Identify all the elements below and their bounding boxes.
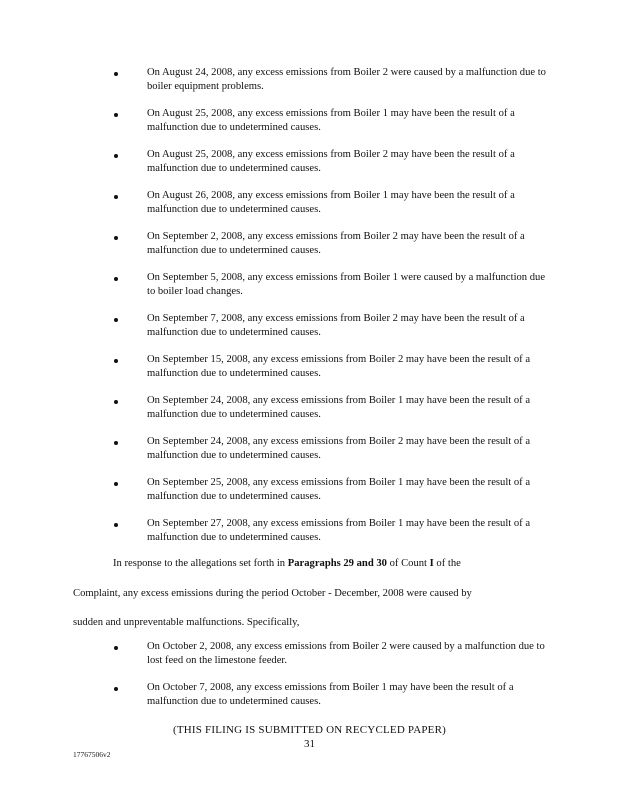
bullet-icon [114,359,118,363]
bullet-icon [114,400,118,404]
list-item: On September 15, 2008, any excess emissions from Boiler 2 may have been the result of a malfunction due to undetermined causes. [0,353,619,394]
list-item: On September 7, 2008, any excess emissions from Boiler 2 may have been the result of a malfunction due to undetermined causes. [0,312,619,353]
document-id: 17767506v2 [73,750,111,759]
bullet-icon [114,195,118,199]
bullet-icon [114,523,118,527]
list-item: On August 24, 2008, any excess emissions from Boiler 2 were caused by a malfunction due to boiler equipment problems. [0,66,619,107]
list-item: On August 26, 2008, any excess emissions from Boiler 1 may have been the result of a malfunction due to undetermined causes. [0,189,619,230]
bullet-icon [114,646,118,650]
list-item: On September 27, 2008, any excess emissions from Boiler 1 may have been the result of a malfunction due to undetermined causes. [0,517,619,558]
bullet-icon [114,277,118,281]
bullet-icon [114,154,118,158]
bullet-icon [114,687,118,691]
list-item: On October 2, 2008, any excess emissions from Boiler 2 were caused by a malfunction due to lost feed on the limestone feeder. [0,640,619,681]
list-item: On September 24, 2008, any excess emissions from Boiler 2 may have been the result of a malfunction due to undetermined causes. [0,435,619,476]
list-item: On September 2, 2008, any excess emissions from Boiler 2 may have been the result of a malfunction due to undetermined causes. [0,230,619,271]
list-item: On September 5, 2008, any excess emissions from Boiler 1 were caused by a malfunction due to boiler load changes. [0,271,619,312]
recycled-paper-notice: (THIS FILING IS SUBMITTED ON RECYCLED PAPER) [172,724,446,736]
page-number: 31 [304,738,315,750]
list-item: On October 7, 2008, any excess emissions from Boiler 1 may have been the result of a malfunction due to undetermined causes. [0,681,619,722]
bullet-icon [114,236,118,240]
bullet-icon [114,441,118,445]
bullet-icon [114,113,118,117]
bullet-list-bottom [0,640,619,722]
bullet-list-top [0,66,619,558]
list-item: On August 25, 2008, any excess emissions from Boiler 2 may have been the result of a malfunction due to undetermined causes. [0,148,619,189]
bullet-icon [114,72,118,76]
paragraph-line-2: Complaint, any excess emissions during the period October - December, 2008 were caused by [73,588,472,599]
list-item: On September 24, 2008, any excess emissions from Boiler 1 may have been the result of a malfunction due to undetermined causes. [0,394,619,435]
bullet-icon [114,318,118,322]
paragraph-line-3: sudden and unpreventable malfunctions. Specifically, [73,617,300,628]
list-item: On September 25, 2008, any excess emissions from Boiler 1 may have been the result of a malfunction due to undetermined causes. [0,476,619,517]
paragraph-line-1: In response to the allegations set forth in Paragraphs 29 and 30 of Count I of the [113,558,461,569]
bullet-icon [114,482,118,486]
list-item: On August 25, 2008, any excess emissions from Boiler 1 may have been the result of a malfunction due to undetermined causes. [0,107,619,148]
